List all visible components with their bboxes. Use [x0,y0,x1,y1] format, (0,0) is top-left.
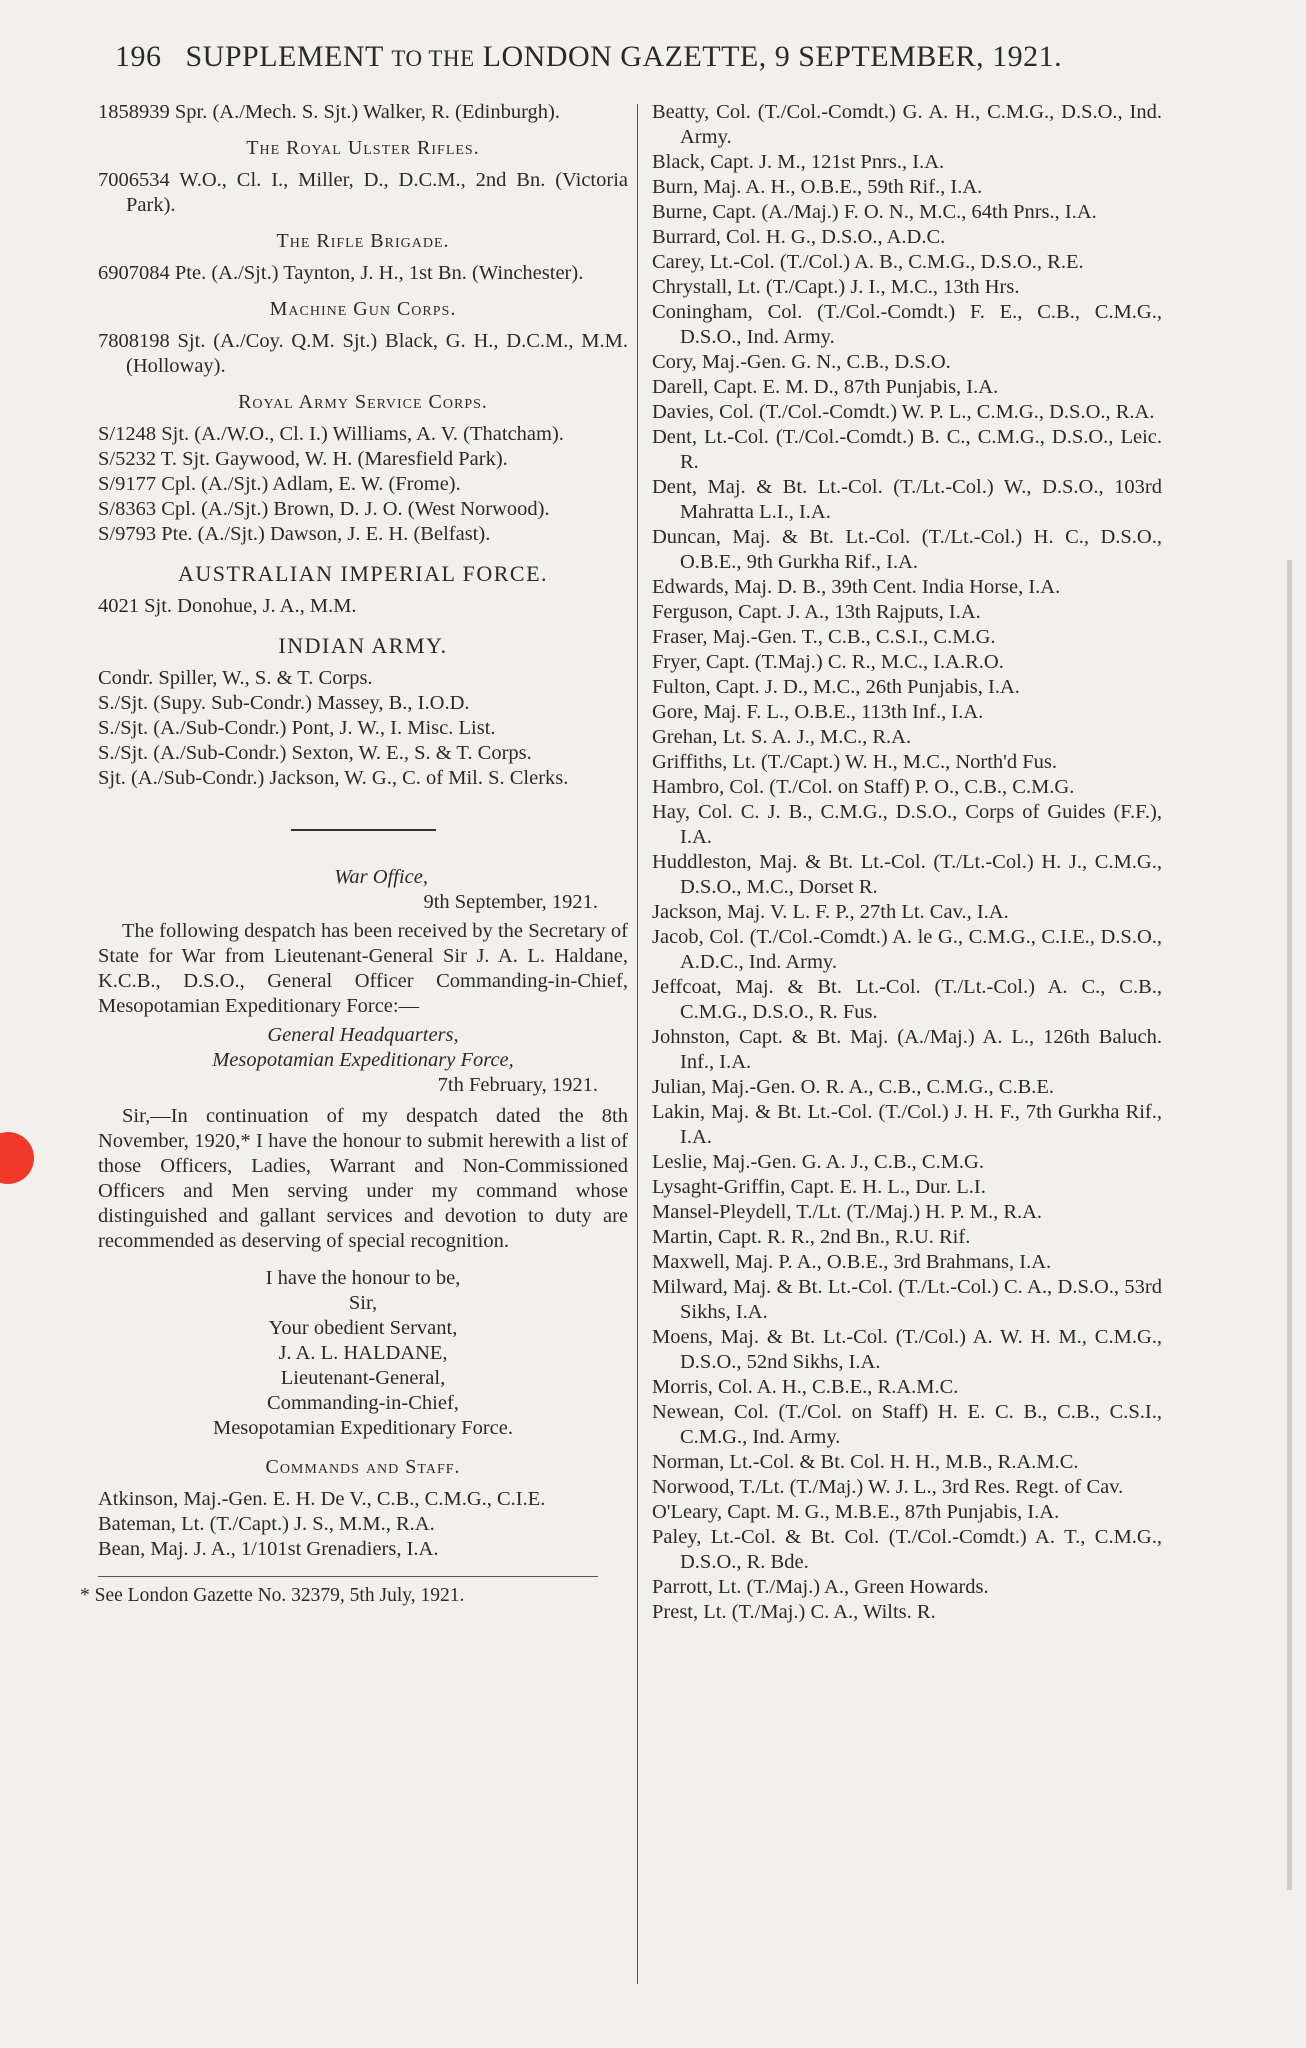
right-column [652,100,1162,1625]
list-entry: Johnston, Capt. & Bt. Maj. (A./Maj.) A. L., 126th Baluch. Inf., I.A. [652,1026,1162,1073]
signoff-line: I have the honour to be, [265,1267,461,1289]
list-entry: Leslie, Maj.-Gen. G. A. J., C.B., C.M.G. [652,1151,984,1173]
hq-line-1: General Headquarters, [267,1024,459,1046]
list-entry: Milward, Maj. & Bt. Lt.-Col. (T./Lt.-Col.) C. A., D.S.O., 53rd Sikhs, I.A. [652,1276,1162,1323]
list-entry: Julian, Maj.-Gen. O. R. A., C.B., C.M.G., C.B.E. [652,1076,1055,1098]
section-divider [291,829,436,831]
list-entry: S/9793 Pte. (A./Sjt.) Dawson, J. E. H. (Belfast). [98,523,491,545]
list-entry: Parrott, Lt. (T./Maj.) A., Green Howards. [652,1576,989,1598]
list-entry: Fryer, Capt. (T.Maj.) C. R., M.C., I.A.R.O. [652,651,1004,673]
section-heading-indian-army: INDIAN ARMY. [278,633,448,658]
section-heading-aif: AUSTRALIAN IMPERIAL FORCE. [177,561,549,586]
despatch-date: 9th September, 1921. [423,891,598,913]
list-entry: Jacob, Col. (T./Col.-Comdt.) A. le G., C.M.G., C.I.E., D.S.O., A.D.C., Ind. Army. [652,926,1162,973]
signoff-line: Lieutenant-General, [280,1367,446,1389]
list-entry: Norman, Lt.-Col. & Bt. Col. H. H., M.B., R.A.M.C. [652,1451,1079,1473]
list-entry: Hay, Col. C. J. B., C.M.G., D.S.O., Corps of Guides (F.F.), I.A. [652,801,1162,848]
footnote: * See London Gazette No. 32379, 5th July, 1921. [80,1585,465,1606]
list-entry: Black, Capt. J. M., 121st Pnrs., I.A. [652,151,945,173]
header-title-supplement: SUPPLEMENT [185,40,384,73]
despatch-intro: The following despatch has been received by the Secretary of State for War from Lieutenant-General Sir J. A. L. Haldane, K.C.B., D.S.O., General Officer Commanding-in-Chief, Mesopotamian Expeditionary Force:— [98,920,628,1017]
regiment-heading: Royal Army Service Corps. [238,391,488,413]
commands-heading: Commands and Staff. [265,1456,461,1478]
column-divider [637,104,638,1984]
list-entry: 4021 Sjt. Donohue, J. A., M.M. [98,595,357,617]
list-entry: S/9177 Cpl. (A./Sjt.) Adlam, E. W. (Frome). [98,473,461,495]
list-entry: S/1248 Sjt. (A./W.O., Cl. I.) Williams, A. V. (Thatcham). [98,423,564,445]
list-entry: Mansel-Pleydell, T./Lt. (T./Maj.) H. P. M., R.A. [652,1201,1043,1223]
list-entry: O'Leary, Capt. M. G., M.B.E., 87th Punjabis, I.A. [652,1501,1060,1523]
list-entry: Beatty, Col. (T./Col.-Comdt.) G. A. H., C.M.G., D.S.O., Ind. Army. [652,101,1162,148]
list-entry: Grehan, Lt. S. A. J., M.C., R.A. [652,726,912,748]
list-entry: Huddleston, Maj. & Bt. Lt.-Col. (T./Lt.-Col.) H. J., C.M.G., D.S.O., M.C., Dorset R. [652,851,1162,898]
list-entry: Ferguson, Capt. J. A., 13th Rajputs, I.A. [652,601,981,623]
list-entry: Davies, Col. (T./Col.-Comdt.) W. P. L., C.M.G., D.S.O., R.A. [652,401,1155,423]
list-entry: Hambro, Col. (T./Col. on Staff) P. O., C.B., C.M.G. [652,776,1075,798]
list-entry: Gore, Maj. F. L., O.B.E., 113th Inf., I.A. [652,701,984,723]
page-number: 196 [115,40,162,73]
red-sticker-mark [0,1132,34,1184]
list-entry: 7808198 Sjt. (A./Coy. Q.M. Sjt.) Black, G. H., D.C.M., M.M. (Holloway). [98,330,628,377]
footnote-rule [98,1576,598,1577]
list-entry: Darell, Capt. E. M. D., 87th Punjabis, I.A. [652,376,999,398]
list-entry: Maxwell, Maj. P. A., O.B.E., 3rd Brahmans, I.A. [652,1251,1052,1273]
list-entry: Jeffcoat, Maj. & Bt. Lt.-Col. (T./Lt.-Col.) A. C., C.B., C.M.G., D.S.O., R. Fus. [652,976,1162,1023]
left-column [80,100,628,1608]
list-entry: Morris, Col. A. H., C.B.E., R.A.M.C. [652,1376,959,1398]
list-entry: Bateman, Lt. (T./Capt.) J. S., M.M., R.A. [98,1513,435,1535]
list-entry: Cory, Maj.-Gen. G. N., C.B., D.S.O. [652,351,951,373]
signoff-line: Your obedient Servant, [268,1317,458,1339]
list-entry: Moens, Maj. & Bt. Lt.-Col. (T./Col.) A. W. H. M., C.M.G., D.S.O., 52nd Sikhs, I.A. [652,1326,1162,1373]
list-entry: S/5232 T. Sjt. Gaywood, W. H. (Maresfield Park). [98,448,508,470]
header-title-gazette: LONDON GAZETTE, 9 SEPTEMBER, 1921. [482,40,1063,73]
list-entry: Bean, Maj. J. A., 1/101st Grenadiers, I.A. [98,1538,439,1560]
list-entry: Fraser, Maj.-Gen. T., C.B., C.S.I., C.M.G. [652,626,996,648]
list-entry: Edwards, Maj. D. B., 39th Cent. India Horse, I.A. [652,576,1061,598]
page-header [115,40,1165,74]
list-entry: Chrystall, Lt. (T./Capt.) J. I., M.C., 13th Hrs. [652,276,1020,298]
list-entry: Newean, Col. (T./Col. on Staff) H. E. C. B., C.B., C.S.I., C.M.G., Ind. Army. [652,1401,1162,1448]
list-entry: Burrard, Col. H. G., D.S.O., A.D.C. [652,226,946,248]
war-office-line: War Office, [334,866,428,888]
list-entry: S./Sjt. (A./Sub-Condr.) Pont, J. W., I. Misc. List. [98,717,496,739]
list-entry: Duncan, Maj. & Bt. Lt.-Col. (T./Lt.-Col.) H. C., D.S.O., O.B.E., 9th Gurkha Rif., I.A. [652,526,1162,573]
signatory-name: J. A. L. HALDANE, [278,1342,448,1364]
signoff-line: Commanding-in-Chief, [267,1392,459,1414]
list-entry: Coningham, Col. (T./Col.-Comdt.) F. E., C.B., C.M.G., D.S.O., Ind. Army. [652,301,1162,348]
list-entry: 6907084 Pte. (A./Sjt.) Taynton, J. H., 1st Bn. (Winchester). [98,262,584,284]
list-entry: Martin, Capt. R. R., 2nd Bn., R.U. Rif. [652,1226,971,1248]
list-entry: Lysaght-Griffin, Capt. E. H. L., Dur. L.I. [652,1176,986,1198]
list-entry: Paley, Lt.-Col. & Bt. Col. (T./Col.-Comdt.) A. T., C.M.G., D.S.O., R. Bde. [652,1526,1162,1573]
regiment-heading: Machine Gun Corps. [269,298,457,320]
list-entry: Atkinson, Maj.-Gen. E. H. De V., C.B., C.M.G., C.I.E. [98,1488,546,1510]
list-entry: Burne, Capt. (A./Maj.) F. O. N., M.C., 64th Pnrs., I.A. [652,201,1097,223]
list-entry: Sjt. (A./Sub-Condr.) Jackson, W. G., C. of Mil. S. Clerks. [98,767,569,789]
list-entry: Lakin, Maj. & Bt. Lt.-Col. (T./Col.) J. H. F., 7th Gurkha Rif., I.A. [652,1101,1162,1148]
signoff-line: Mesopotamian Expeditionary Force. [212,1417,514,1439]
page-edge-shadow [1287,560,1292,1890]
list-entry: Griffiths, Lt. (T./Capt.) W. H., M.C., North'd Fus. [652,751,1057,773]
list-entry: 7006534 W.O., Cl. I., Miller, D., D.C.M., 2nd Bn. (Victoria Park). [98,169,628,216]
list-entry: Dent, Maj. & Bt. Lt.-Col. (T./Lt.-Col.) W., D.S.O., 103rd Mahratta L.I., I.A. [652,476,1162,523]
list-entry: S./Sjt. (A./Sub-Condr.) Sexton, W. E., S. & T. Corps. [98,742,532,764]
list-entry: Prest, Lt. (T./Maj.) C. A., Wilts. R. [652,1601,936,1623]
regiment-heading: The Royal Ulster Rifles. [246,137,480,159]
despatch-body: Sir,—In continuation of my despatch dated the 8th November, 1920,* I have the honour to submit herewith a list of those Officers, Ladies, Warrant and Non-Commissioned Officers and Men serving under my command whose distinguished and gallant services and devotion to duty are recommended as deserving of special recognition. [98,1105,628,1252]
list-entry: Jackson, Maj. V. L. F. P., 27th Lt. Cav., I.A. [652,901,1009,923]
list-entry: Norwood, T./Lt. (T./Maj.) W. J. L., 3rd Res. Regt. of Cav. [652,1476,1124,1498]
list-entry: S/8363 Cpl. (A./Sjt.) Brown, D. J. O. (West Norwood). [98,498,550,520]
list-entry: Condr. Spiller, W., S. & T. Corps. [98,667,373,689]
signoff-line: Sir, [348,1292,378,1314]
regiment-heading: The Rifle Brigade. [276,230,450,252]
list-entry: Burn, Maj. A. H., O.B.E., 59th Rif., I.A. [652,176,983,198]
list-entry: 1858939 Spr. (A./Mech. S. Sjt.) Walker, R. (Edinburgh). [98,101,560,123]
list-entry: Fulton, Capt. J. D., M.C., 26th Punjabis, I.A. [652,676,1020,698]
hq-date: 7th February, 1921. [437,1074,598,1096]
header-title-to-the: TO THE [391,46,475,71]
list-entry: Dent, Lt.-Col. (T./Col.-Comdt.) B. C., C.M.G., D.S.O., Leic. R. [652,426,1162,473]
list-entry: Carey, Lt.-Col. (T./Col.) A. B., C.M.G., D.S.O., R.E. [652,251,1084,273]
list-entry: S./Sjt. (Supy. Sub-Condr.) Massey, B., I.O.D. [98,692,470,714]
hq-line-2: Mesopotamian Expeditionary Force, [212,1049,514,1071]
